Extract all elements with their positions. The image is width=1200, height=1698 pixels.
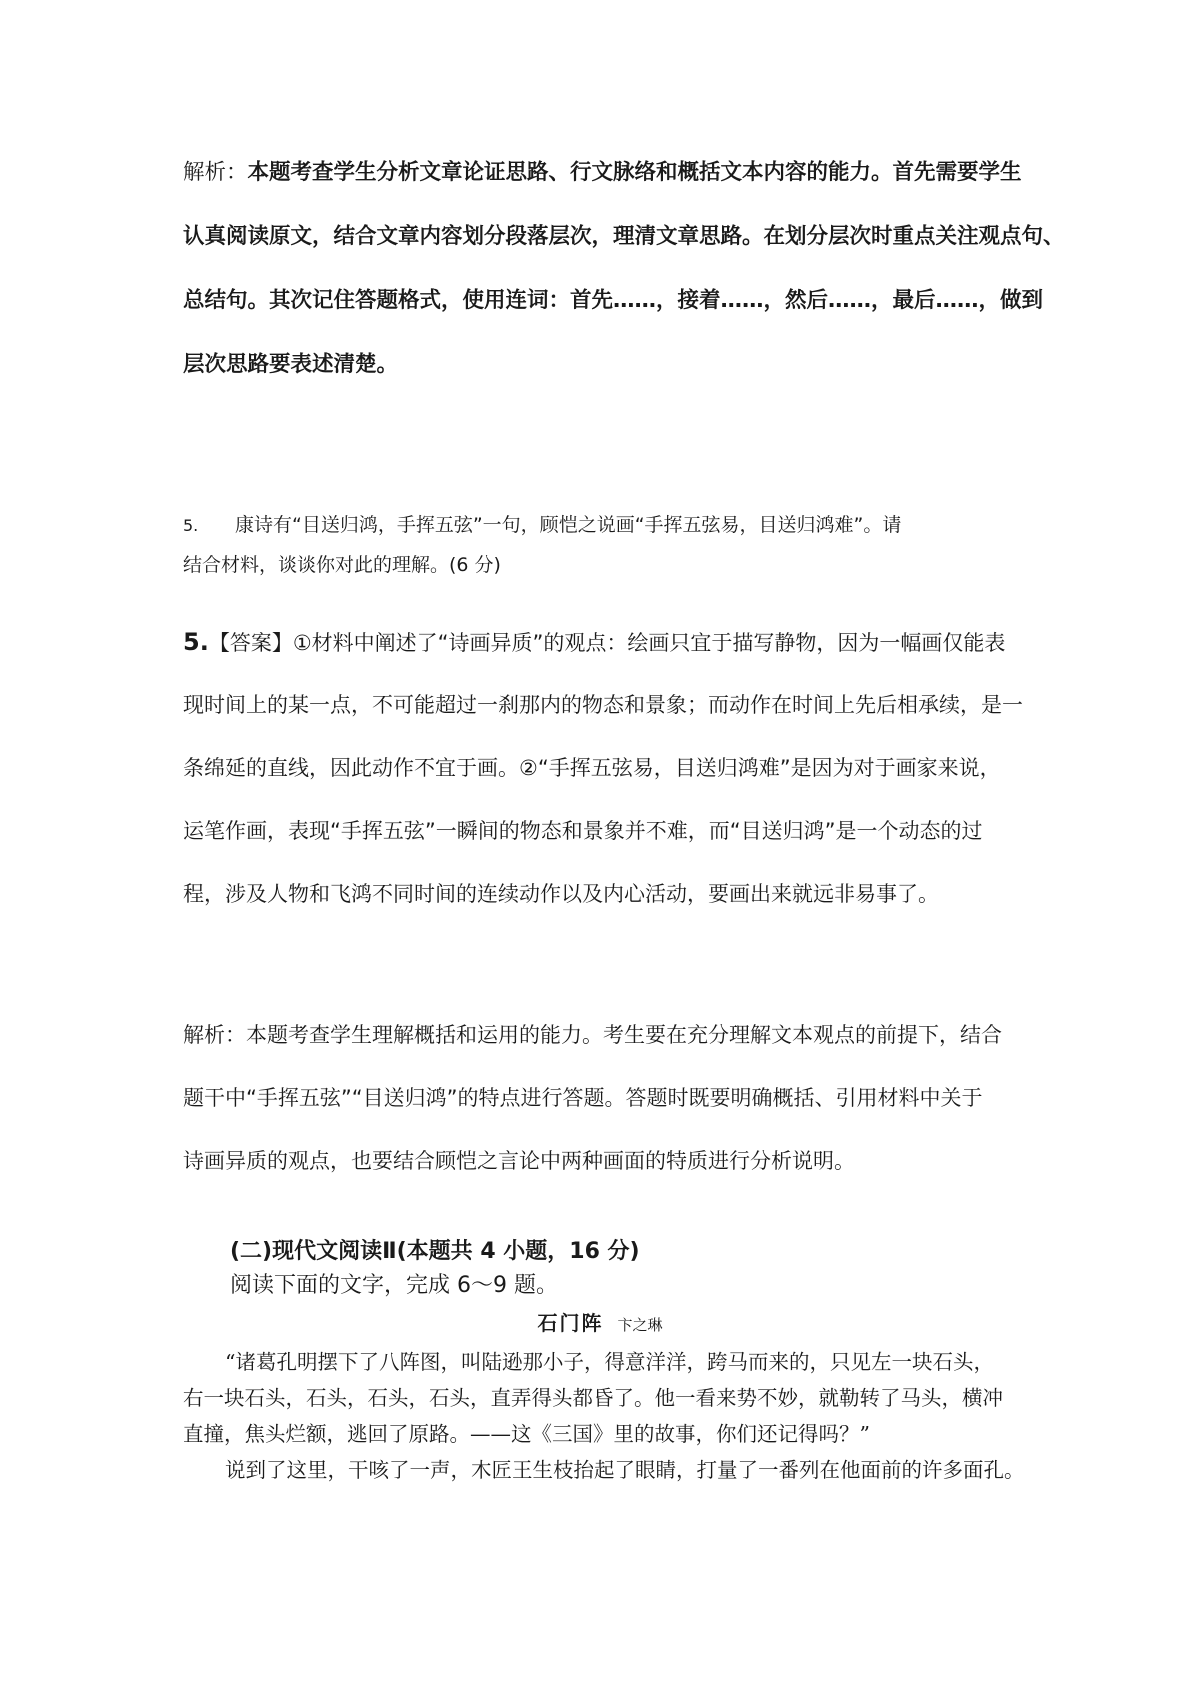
question-5-line — [183, 510, 1023, 550]
analysis-1 — [183, 155, 1065, 411]
answer-5 — [183, 624, 1023, 939]
analysis-1-line — [183, 155, 1023, 219]
answer-number: 5. — [183, 628, 209, 656]
story-author: 卞之琳 — [617, 1316, 663, 1334]
analysis-1-line: 层次思路要表述清楚。 — [183, 352, 399, 377]
story-line: 右一块石头，石头，石头，石头，直弄得头都昏了。他一看来势不妙，就勒转了马头，横冲 — [183, 1386, 1003, 1410]
question-5-text: 康诗有“目送归鸿，手挥五弦”一句，顾恺之说画“手挥五弦易，目送归鸿难”。请 — [235, 514, 902, 536]
analysis-1-text: 本题考查学生分析文章论证思路、行文脉络和概括文本内容的能力。首先需要学生 — [247, 160, 1022, 185]
answer-5-line: 现时间上的某一点，不可能超过一刹那内的物态和景象；而动作在时间上先后相承续，是一 — [183, 693, 1023, 717]
analysis-2-text: 本题考查学生理解概括和运用的能力。考生要在充分理解文本观点的前提下，结合 — [246, 1023, 1002, 1047]
analysis-2-line: 诗画异质的观点，也要结合顾恺之言论中两种画面的特质进行分析说明。 — [183, 1149, 855, 1173]
story-line: “诸葛孔明摆下了八阵图，叫陆逊那小子，得意洋洋，跨马而来的，只见左一块石头， — [225, 1350, 994, 1374]
answer-5-line: 运笔作画，表现“手挥五弦”一瞬间的物态和景象并不难，而“目送归鸿”是一个动态的过 — [183, 819, 983, 843]
answer-5-text: ①材料中阐述了“诗画异质”的观点：绘画只宜于描写静物，因为一幅画仅能表 — [292, 631, 1006, 655]
answer-tag: 【答案】 — [208, 631, 293, 655]
answer-5-line — [183, 624, 1023, 687]
question-5-line: 结合材料，谈谈你对此的理解。(6 分) — [183, 554, 501, 576]
story-heading — [0, 1307, 1200, 1336]
analysis-1-line: 总结句。其次记住答题格式，使用连词：首先……，接着……，然后……，最后……，做到 — [183, 288, 1044, 313]
answer-5-line: 程，涉及人物和飞鸿不同时间的连续动作以及内心活动，要画出来就远非易事了。 — [183, 882, 939, 906]
analysis-1-label: 解析： — [183, 160, 248, 185]
analysis-1-line: 认真阅读原文，结合文章内容划分段落层次，理清文章思路。在划分层次时重点关注观点句、 — [183, 224, 1065, 249]
story-line: 说到了这里，干咳了一声，木匠王生枝抬起了眼睛，打量了一番列在他面前的许多面孔。 — [225, 1458, 1025, 1482]
question-5 — [183, 510, 1023, 590]
analysis-2-label: 解析： — [183, 1023, 246, 1047]
analysis-2-line — [183, 1017, 1023, 1080]
question-number: 5. — [183, 516, 199, 535]
story-text — [183, 1346, 1023, 1490]
answer-5-line: 条绵延的直线，因此动作不宜于画。②“手挥五弦易，目送归鸿难”是因为对于画家来说， — [183, 756, 1001, 780]
analysis-2-line: 题干中“手挥五弦”“目送归鸿”的特点进行答题。答题时既要明确概括、引用材料中关于 — [183, 1086, 983, 1110]
section-instruction: 阅读下面的文字，完成 6～9 题。 — [230, 1273, 558, 1298]
analysis-2 — [183, 1017, 1023, 1206]
story-title: 石门阵 — [537, 1311, 604, 1335]
story-line: 直撞，焦头烂额，逃回了原路。——这《三国》里的故事，你们还记得吗？” — [183, 1422, 870, 1446]
section-title: (二)现代文阅读Ⅱ(本题共 4 小题，16 分) — [230, 1239, 640, 1264]
